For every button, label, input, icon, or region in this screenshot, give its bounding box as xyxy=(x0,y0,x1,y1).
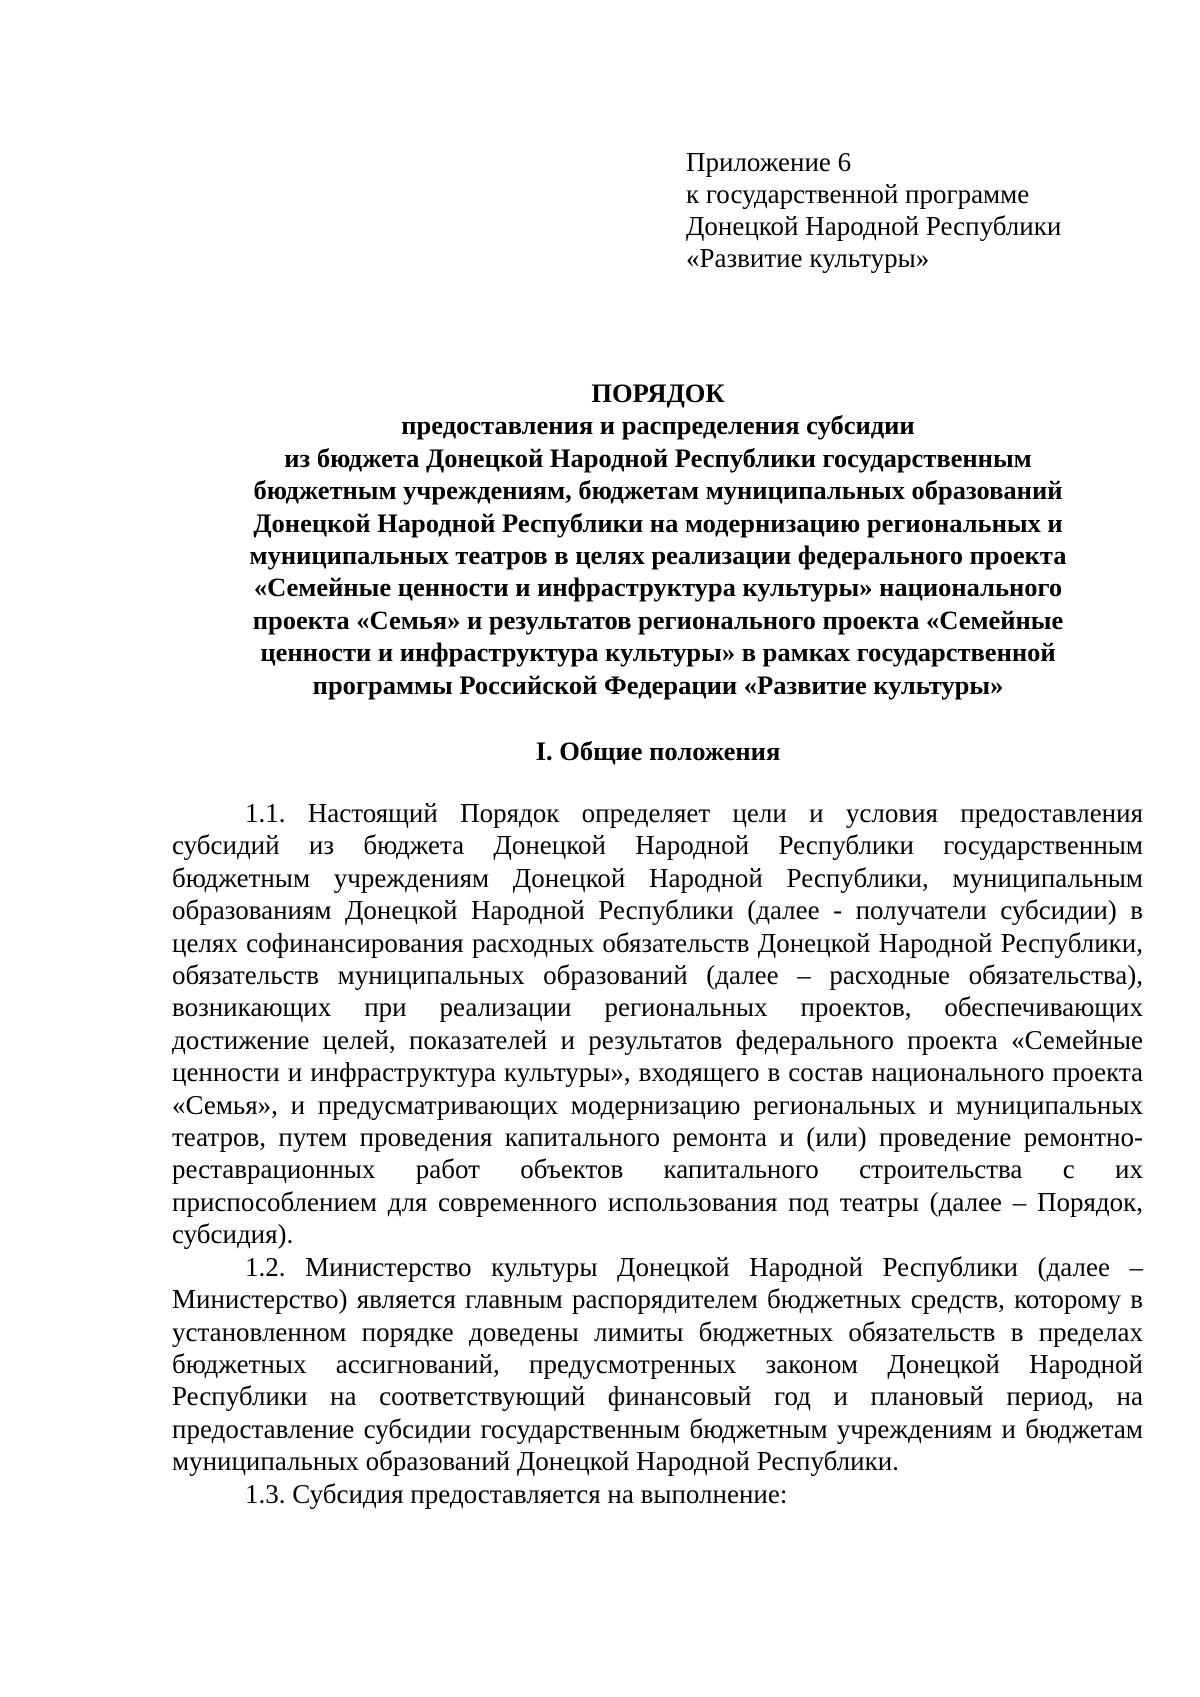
title-line: «Семейные ценности и инфраструктура культуры» национального xyxy=(253,572,1063,603)
appendix-program-name: «Развитие культуры» xyxy=(686,243,930,273)
title-heading: ПОРЯДОК xyxy=(591,378,725,408)
title-line: из бюджета Донецкой Народной Республики государственным xyxy=(284,442,1032,473)
title-line: муниципальных театров в целях реализации федерального проекта xyxy=(249,540,1067,571)
appendix-republic: Донецкой Народной Республики xyxy=(686,211,1062,241)
paragraph-1-1: 1.1. Настоящий Порядок определяет цели и условия предоставления субсидий из бюджета Донецкой Народной Республики государственным бюджетным учреждениям Донецкой Народной Республики, муниципальным образованиям Донецкой Народной Республики (далее - получатели субсидии) в целях софинансирования расходных обязательств Донецкой Народной Республики, обязательств муниципальных образований (далее – расходные обязательства), возникающих при реализации региональных проектов, обеспечивающих достижение целей, показателей и результатов федерального проекта «Семейные ценности и инфраструктура культуры», входящего в состав национального проекта «Семья», и предусматривающих модернизацию региональных и муниципальных театров, путем проведения капитального ремонта и (или) проведение ремонтно-реставрационных работ объектов капитального строительства с их приспособлением для современного использования под театры (далее – Порядок, субсидия). xyxy=(172,798,1143,1250)
title-line: проекта «Семья» и результатов регионального проекта «Семейные xyxy=(252,604,1064,635)
title-line: ценности и инфраструктура культуры» в рамках государственной xyxy=(260,637,1056,668)
title-line: предоставления и распределения субсидии xyxy=(401,410,915,441)
appendix-program-ref: к государственной программе xyxy=(686,179,1030,209)
document-title xyxy=(172,377,1144,701)
document-body xyxy=(172,797,1143,1510)
appendix-number: Приложение 6 xyxy=(686,147,852,177)
title-line: программы Российской Федерации «Развитие культуры» xyxy=(312,669,1004,700)
paragraph-1-2: 1.2. Министерство культуры Донецкой Народной Республики (далее – Министерство) является главным распорядителем бюджетных средств, которому в установленном порядке доведены лимиты бюджетных обязательств в пределах бюджетных ассигнований, предусмотренных законом Донецкой Народной Республики на соответствующий финансовый год и плановый период, на предоставление субсидии государственным бюджетным учреждениям и бюджетам муниципальных образований Донецкой Народной Республики. xyxy=(172,1251,1143,1477)
title-line: бюджетным учреждениям, бюджетам муниципальных образований xyxy=(253,475,1063,506)
appendix-header xyxy=(686,146,1146,274)
section-heading: I. Общие положения xyxy=(535,736,781,766)
title-line: Донецкой Народной Республики на модернизацию региональных и xyxy=(253,507,1063,538)
paragraph-1-3: 1.3. Субсидия предоставляется на выполнение: xyxy=(245,1478,788,1509)
